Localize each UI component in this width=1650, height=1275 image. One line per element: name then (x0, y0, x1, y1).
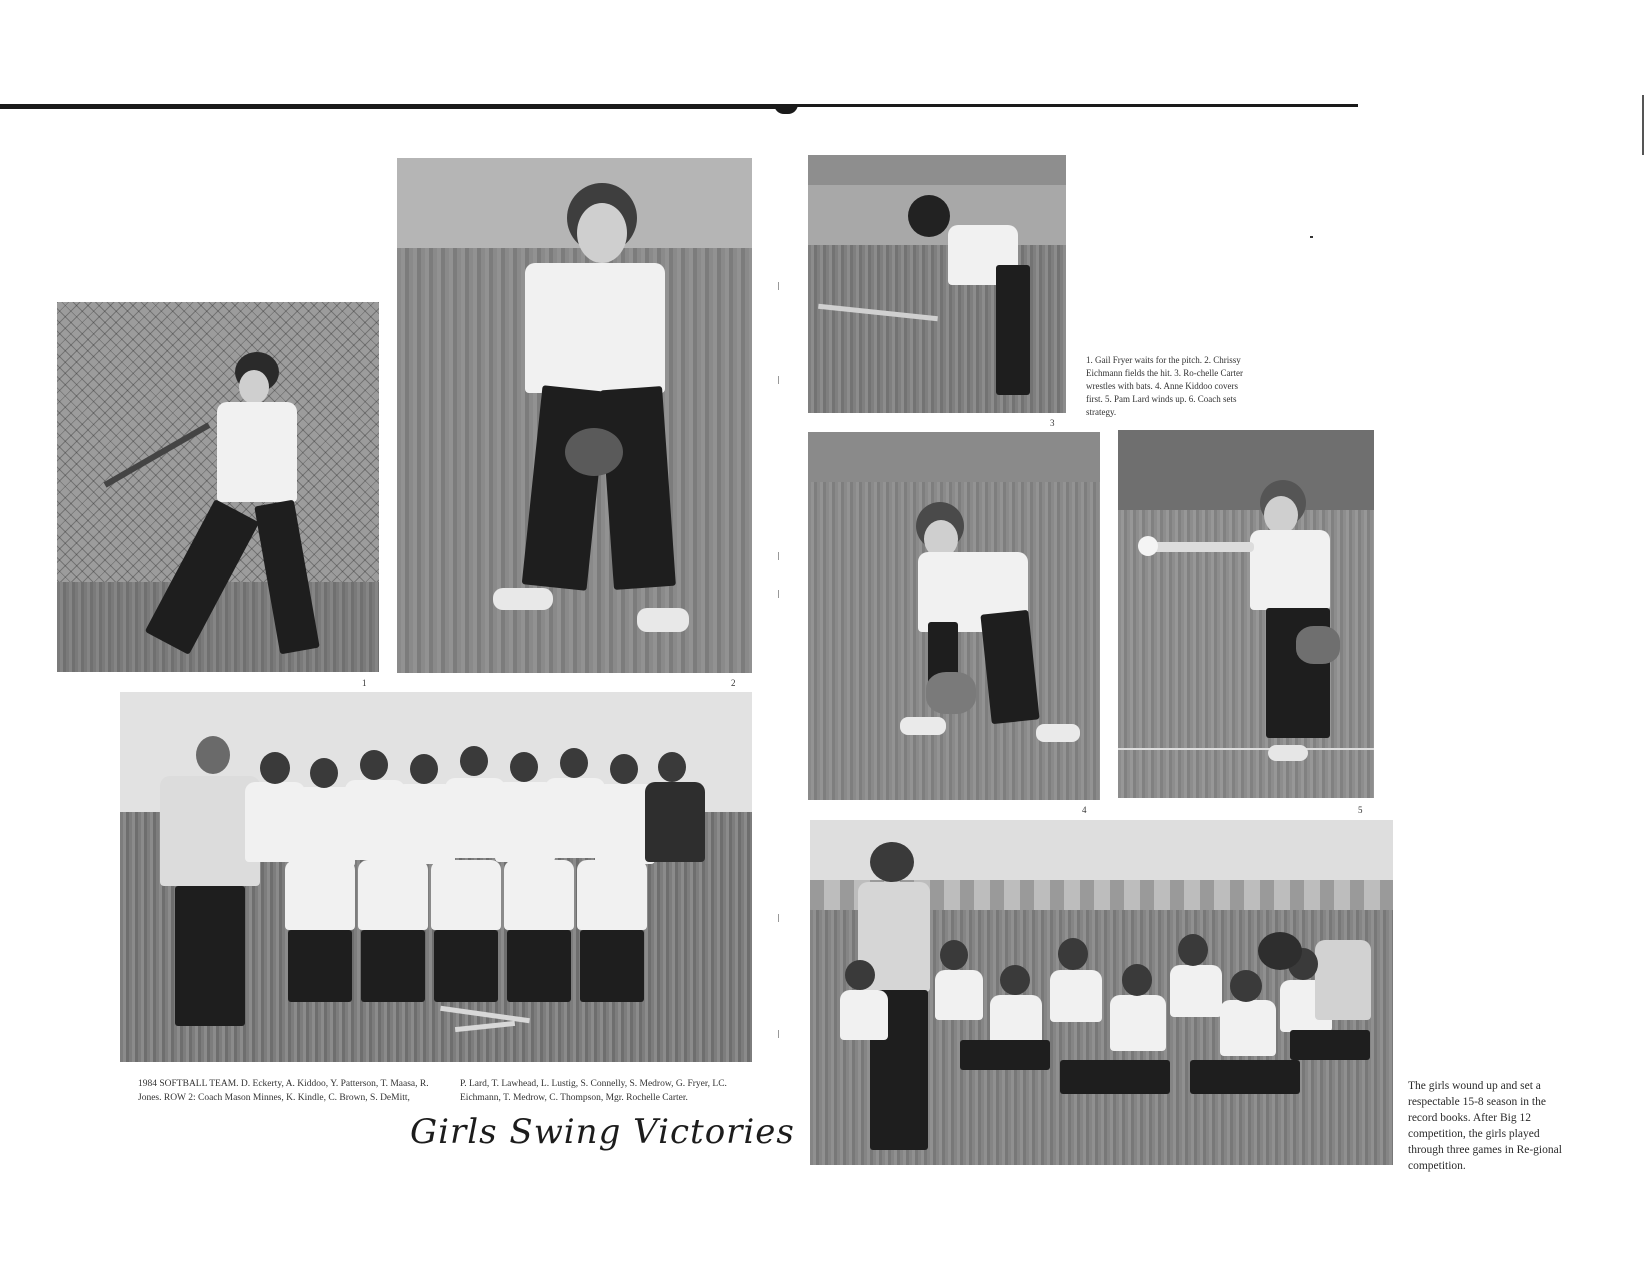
print-speck (1310, 236, 1313, 238)
spread-top-rule-right (786, 104, 1358, 107)
photo-coach-strategy (810, 820, 1393, 1165)
photo-team (120, 692, 752, 1062)
page-edge-line (1642, 95, 1644, 155)
gutter-tick (778, 914, 779, 922)
gutter-notch (774, 104, 798, 114)
gutter-tick (778, 590, 779, 598)
photo-number-3: 3 (1050, 418, 1055, 428)
spread-top-rule-left (0, 104, 786, 109)
photo-number-1: 1 (362, 678, 367, 688)
photo-number-5: 5 (1358, 805, 1363, 815)
photo-first-base (808, 432, 1100, 800)
team-caption-col1: 1984 SOFTBALL TEAM. D. Eckerty, A. Kiddoo, Y. Patterson, T. Maasa, R. Jones. ROW 2: Coach Mason Minnes, K. Kindle, C. Brown, S. DeMitt, (138, 1079, 429, 1103)
photo-batter (57, 302, 379, 672)
photo-bats (808, 155, 1066, 413)
photo-number-2: 2 (731, 678, 736, 688)
photo-pitcher (1118, 430, 1374, 798)
gutter-tick (778, 376, 779, 384)
photo-number-4: 4 (1082, 805, 1087, 815)
page-headline: Girls Swing Victories (410, 1112, 795, 1152)
gutter-tick (778, 282, 779, 290)
story-text: The girls wound up and set a respectable 15-8 season in the record books. After Big 12 competition, the girls played through three games in Re-gional competition. (1408, 1080, 1562, 1172)
gutter-tick (778, 1030, 779, 1038)
gutter-tick (778, 552, 779, 560)
side-caption: 1. Gail Fryer waits for the pitch. 2. Chrissy Eichmann fields the hit. 3. Ro-chelle Carter wrestles with bats. 4. Anne Kiddoo covers first. 5. Pam Lard winds up. 6. Coach sets strategy. (1086, 355, 1243, 417)
photo-fielder (397, 158, 752, 673)
team-caption-col2: P. Lard, T. Lawhead, L. Lustig, S. Connelly, S. Medrow, G. Fryer, LC. Eichmann, T. Medrow, C. Thompson, Mgr. Rochelle Carter. (460, 1079, 727, 1103)
